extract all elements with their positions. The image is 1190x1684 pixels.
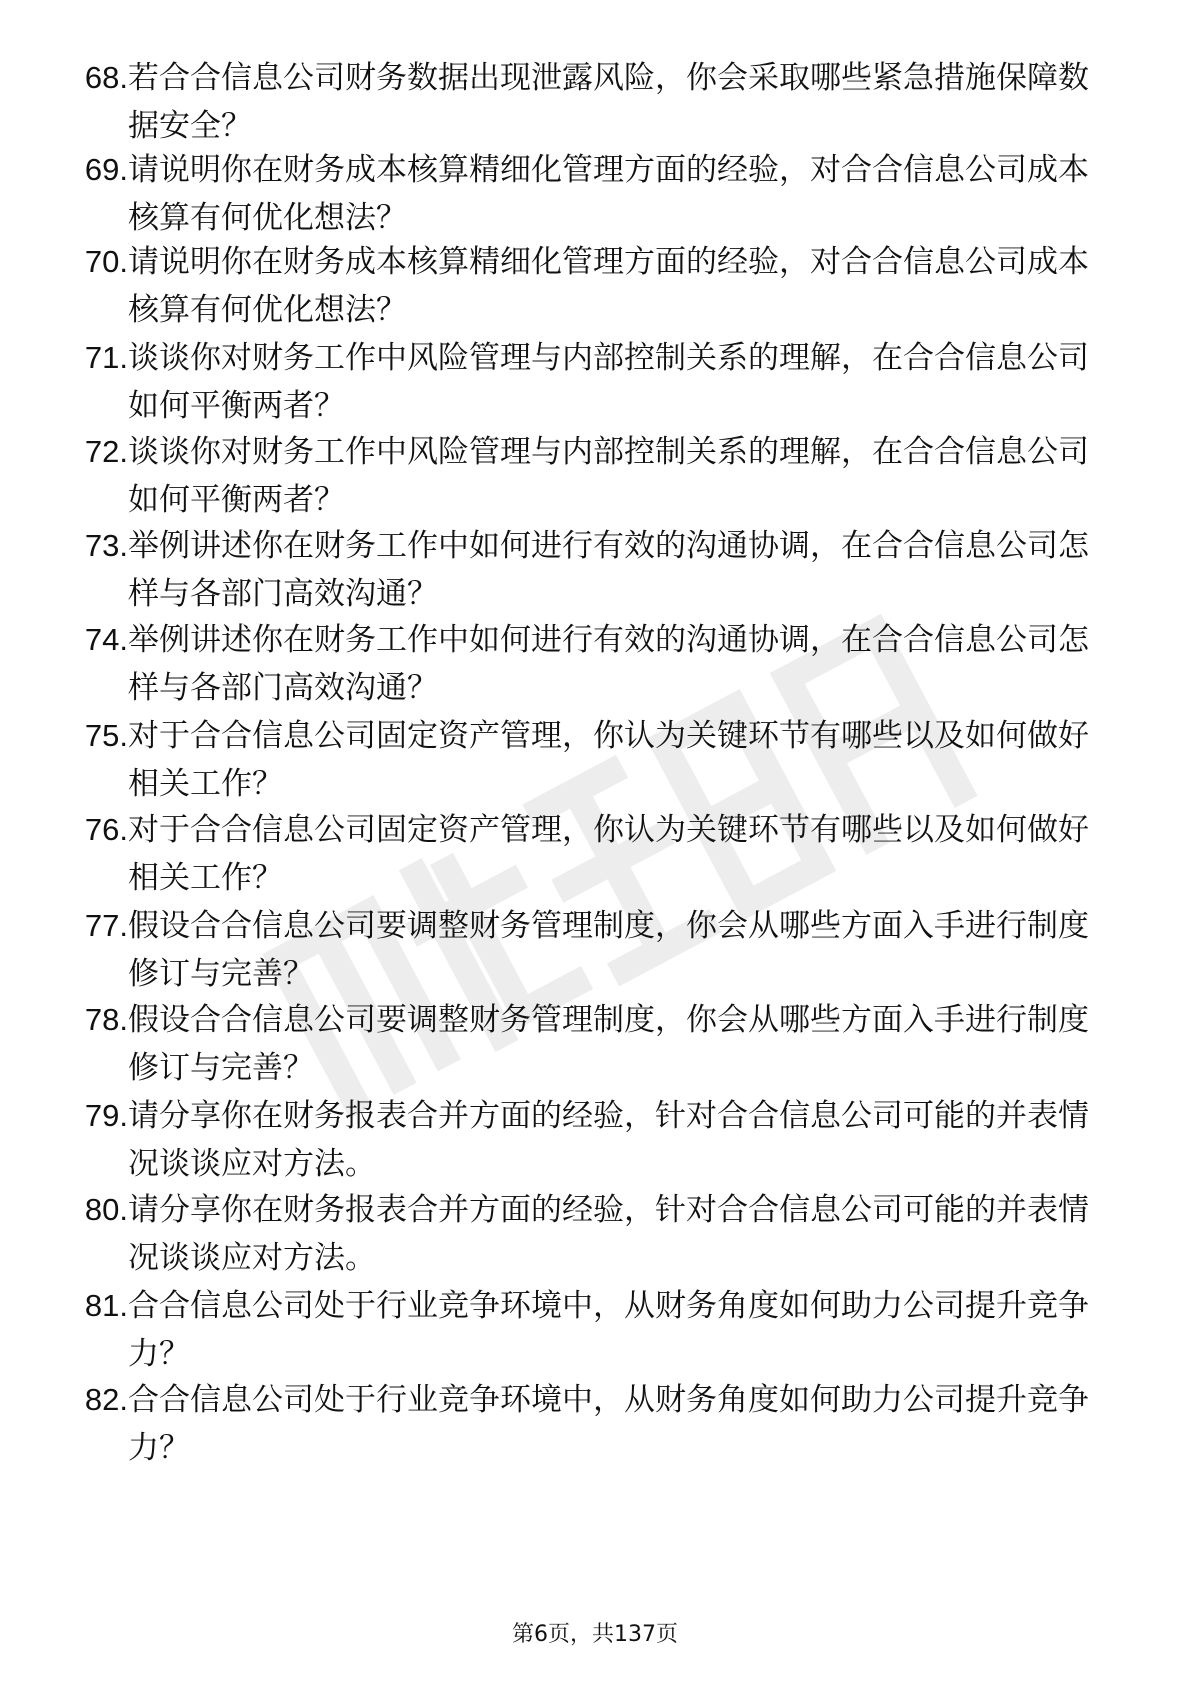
question-text: 对于合合信息公司固定资产管理，你认为关键环节有哪些以及如何做好相关工作？: [128, 718, 1089, 802]
question-number: 79.: [84, 1098, 128, 1133]
question-item-73: [60, 522, 1120, 622]
question-item-82: [60, 1376, 1120, 1476]
question-item-69: [60, 146, 1120, 246]
question-item-76: [60, 806, 1120, 906]
question-item-75: [60, 712, 1120, 812]
question-item-81: [60, 1282, 1120, 1382]
question-text: 合合信息公司处于行业竞争环境中，从财务角度如何助力公司提升竞争力？: [128, 1382, 1089, 1466]
question-item-71: [60, 334, 1120, 434]
question-number: 69.: [84, 152, 128, 187]
question-text: 请说明你在财务成本核算精细化管理方面的经验，对合合信息公司成本核算有何优化想法？: [128, 244, 1089, 328]
question-number: 77.: [84, 908, 128, 943]
question-item-80: [60, 1186, 1120, 1286]
question-number: 72.: [84, 434, 128, 469]
question-text: 请分享你在财务报表合并方面的经验，针对合合信息公司可能的并表情况谈谈应对方法。: [128, 1098, 1089, 1182]
question-item-68: [60, 54, 1120, 154]
question-text: 举例讲述你在财务工作中如何进行有效的沟通协调，在合合信息公司怎样与各部门高效沟通？: [128, 528, 1089, 612]
question-number: 68.: [84, 60, 128, 95]
question-item-77: [60, 902, 1120, 1002]
question-number: 75.: [84, 718, 128, 753]
question-text: 谈谈你对财务工作中风险管理与内部控制关系的理解，在合合信息公司如何平衡两者？: [128, 434, 1089, 518]
question-text: 请分享你在财务报表合并方面的经验，针对合合信息公司可能的并表情况谈谈应对方法。: [128, 1192, 1089, 1276]
question-text: 假设合合信息公司要调整财务管理制度，你会从哪些方面入手进行制度修订与完善？: [128, 1002, 1089, 1086]
question-number: 80.: [84, 1192, 128, 1227]
question-text: 对于合合信息公司固定资产管理，你认为关键环节有哪些以及如何做好相关工作？: [128, 812, 1089, 896]
question-number: 82.: [84, 1382, 128, 1417]
question-number: 78.: [84, 1002, 128, 1037]
question-number: 81.: [84, 1288, 128, 1323]
question-number: 73.: [84, 528, 128, 563]
question-item-79: [60, 1092, 1120, 1192]
question-number: 74.: [84, 622, 128, 657]
question-item-78: [60, 996, 1120, 1096]
page-number-footer: 第6页，共137页: [512, 1622, 678, 1647]
question-text: 假设合合信息公司要调整财务管理制度，你会从哪些方面入手进行制度修订与完善？: [128, 908, 1089, 992]
question-text: 请说明你在财务成本核算精细化管理方面的经验，对合合信息公司成本核算有何优化想法？: [128, 152, 1089, 236]
question-text: 谈谈你对财务工作中风险管理与内部控制关系的理解，在合合信息公司如何平衡两者？: [128, 340, 1089, 424]
question-text: 合合信息公司处于行业竞争环境中，从财务角度如何助力公司提升竞争力？: [128, 1288, 1089, 1372]
question-number: 76.: [84, 812, 128, 847]
question-item-70: [60, 238, 1120, 338]
question-number: 71.: [84, 340, 128, 375]
question-item-74: [60, 616, 1120, 716]
question-text: 若合合信息公司财务数据出现泄露风险，你会采取哪些紧急措施保障数据安全？: [128, 60, 1089, 144]
question-number: 70.: [84, 244, 128, 279]
question-text: 举例讲述你在财务工作中如何进行有效的沟通协调，在合合信息公司怎样与各部门高效沟通？: [128, 622, 1089, 706]
question-item-72: [60, 428, 1120, 528]
